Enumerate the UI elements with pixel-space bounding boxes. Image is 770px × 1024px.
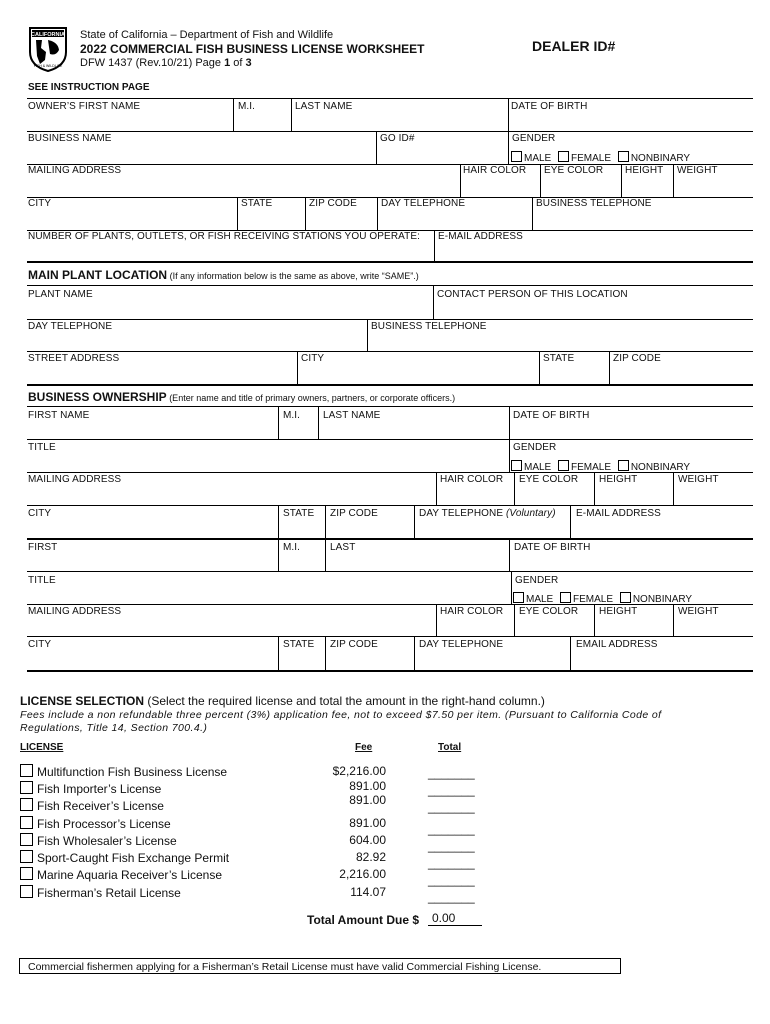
license-fee: 82.92 <box>355 850 386 864</box>
p1-hair[interactable]: HAIR COLOR <box>440 474 504 485</box>
p2-male-checkbox[interactable] <box>513 592 524 603</box>
p1-female-checkbox[interactable] <box>558 460 569 471</box>
license-total-field[interactable]: _______ <box>428 890 475 904</box>
p2-height[interactable]: HEIGHT <box>599 606 638 617</box>
owner-day-tel[interactable]: DAY TELEPHONE <box>381 198 466 209</box>
p1-zip[interactable]: ZIP CODE <box>330 508 378 519</box>
page-total: 3 <box>245 57 252 69</box>
form-number <box>80 57 252 69</box>
page-number: 1 <box>224 57 231 69</box>
p2-title[interactable]: TITLE <box>28 575 56 586</box>
p1-day-tel[interactable] <box>419 508 556 519</box>
license-row[interactable] <box>20 816 171 831</box>
total-amount-label: Total Amount Due $ <box>307 913 419 927</box>
main-plant-title: MAIN PLANT LOCATION <box>28 268 168 282</box>
plant-street[interactable]: STREET ADDRESS <box>28 353 120 364</box>
main-plant-heading <box>28 268 419 282</box>
owner-height[interactable]: HEIGHT <box>625 165 664 176</box>
owner-eye[interactable]: EYE COLOR <box>544 165 604 176</box>
p1-weight[interactable]: WEIGHT <box>678 474 719 485</box>
owner-biz-tel[interactable]: BUSINESS TELEPHONE <box>536 198 652 209</box>
p2-first[interactable]: FIRST <box>28 542 58 553</box>
p2-last[interactable]: LAST <box>330 542 356 553</box>
p2-male-label: MALE <box>526 594 554 605</box>
dealer-id-label: DEALER ID# <box>532 38 616 54</box>
total-amount-field[interactable]: 0.00 <box>428 911 482 926</box>
p1-email[interactable]: E-MAIL ADDRESS <box>576 508 661 519</box>
main-plant-note: (If any information below is the same as above, write “SAME”.) <box>167 271 419 281</box>
license-title-note: (Select the required license and total the amount in the right-hand column.) <box>144 694 545 708</box>
license-row[interactable] <box>20 764 227 779</box>
p2-day-tel[interactable]: DAY TELEPHONE <box>419 639 504 650</box>
p2-hair[interactable]: HAIR COLOR <box>440 606 504 617</box>
go-id[interactable]: GO ID# <box>380 133 415 144</box>
license-fee: $2,216.00 <box>332 764 386 778</box>
license-name: Fish Importer’s License <box>37 782 162 796</box>
svg-text:CALIFORNIA: CALIFORNIA <box>31 32 65 38</box>
license-checkbox[interactable] <box>20 833 33 846</box>
license-name: Multifunction Fish Business License <box>37 765 228 779</box>
plant-city[interactable]: CITY <box>301 353 325 364</box>
p2-city[interactable]: CITY <box>28 639 52 650</box>
ownership-heading <box>28 390 455 404</box>
p1-last[interactable]: LAST NAME <box>323 410 381 421</box>
plants-count[interactable]: NUMBER OF PLANTS, OUTLETS, OR FISH RECEIVING STATIONS YOU OPERATE: <box>28 231 421 242</box>
see-instruction: SEE INSTRUCTION PAGE <box>28 82 150 93</box>
owner-email[interactable]: E-MAIL ADDRESS <box>438 231 523 242</box>
license-fee: 114.07 <box>350 885 386 899</box>
license-name: Fish Wholesaler’s License <box>37 834 177 848</box>
nonbinary-checkbox[interactable] <box>618 151 629 162</box>
license-total-field[interactable]: _______ <box>428 800 475 814</box>
p2-nonbinary-label: NONBINARY <box>632 594 693 605</box>
owner-dob[interactable]: DATE OF BIRTH <box>511 101 588 112</box>
p2-zip[interactable]: ZIP CODE <box>330 639 378 650</box>
license-checkbox[interactable] <box>20 867 33 880</box>
form-rev: DFW 1437 (Rev.10/21) Page <box>80 57 225 69</box>
license-total-field[interactable]: _______ <box>428 873 475 887</box>
business-name[interactable]: BUSINESS NAME <box>28 133 112 144</box>
owner-mi[interactable]: M.I. <box>238 101 256 112</box>
p1-height[interactable]: HEIGHT <box>599 474 638 485</box>
agency-name: State of California – Department of Fish and Wildlife <box>80 29 334 41</box>
p1-male-checkbox[interactable] <box>511 460 522 471</box>
license-total-field[interactable]: _______ <box>428 839 475 853</box>
p1-nonbinary-label: NONBINARY <box>630 462 691 473</box>
license-fee: 891.00 <box>349 793 386 807</box>
cdfw-logo <box>28 26 68 72</box>
ownership-note: (Enter name and title of primary owners, partners, or corporate officers.) <box>166 393 456 403</box>
col-license: LICENSE <box>20 742 64 753</box>
ownership-title: BUSINESS OWNERSHIP <box>28 390 167 404</box>
license-checkbox[interactable] <box>20 885 33 898</box>
plant-name[interactable]: PLANT NAME <box>28 289 93 300</box>
p2-female-label: FEMALE <box>573 594 614 605</box>
p1-title[interactable]: TITLE <box>28 442 56 453</box>
owner-last-name[interactable]: LAST NAME <box>295 101 353 112</box>
license-checkbox[interactable] <box>20 764 33 777</box>
p1-male-label: MALE <box>524 462 552 473</box>
p1-nonbinary-checkbox[interactable] <box>618 460 629 471</box>
p2-state[interactable]: STATE <box>283 639 315 650</box>
p1-eye[interactable]: EYE COLOR <box>519 474 579 485</box>
license-name: Sport-Caught Fish Exchange Permit <box>37 851 230 865</box>
p1-day-tel-label: DAY TELEPHONE <box>419 508 506 519</box>
plant-zip[interactable]: ZIP CODE <box>613 353 661 364</box>
license-title: LICENSE SELECTION <box>20 694 145 708</box>
license-name: Fish Receiver’s License <box>37 799 164 813</box>
p2-nonbinary-checkbox[interactable] <box>620 592 631 603</box>
license-row[interactable] <box>20 798 164 813</box>
license-row[interactable] <box>20 885 181 900</box>
female-label: FEMALE <box>571 153 612 164</box>
license-heading <box>20 694 545 708</box>
license-name: Fisherman’s Retail License <box>37 886 181 900</box>
plant-biz-tel[interactable]: BUSINESS TELEPHONE <box>371 321 487 332</box>
fees-note: Fees include a non refundable three percent (3%) application fee, not to exceed $7.50 per item. (Pursuant to California Code of Regulations, Title 14, Section 700.4.) <box>20 709 662 734</box>
license-name: Marine Aquaria Receiver’s License <box>37 868 222 882</box>
footer-note: Commercial fishermen applying for a Fisherman’s Retail License must have valid Commercial Fishing License. <box>19 958 621 974</box>
p2-gender: GENDER <box>515 575 559 586</box>
plant-day-tel[interactable]: DAY TELEPHONE <box>28 321 113 332</box>
owner-mailing[interactable]: MAILING ADDRESS <box>28 165 122 176</box>
license-fee: 2,216.00 <box>339 867 386 881</box>
license-row[interactable] <box>20 781 161 796</box>
male-label: MALE <box>524 153 552 164</box>
male-checkbox[interactable] <box>511 151 522 162</box>
p2-eye[interactable]: EYE COLOR <box>519 606 579 617</box>
license-total-field[interactable]: _______ <box>428 856 475 870</box>
owner-first-name[interactable]: OWNER’S FIRST NAME <box>28 101 141 112</box>
license-checkbox[interactable] <box>20 798 33 811</box>
owner-zip[interactable]: ZIP CODE <box>309 198 357 209</box>
license-total-field[interactable]: _______ <box>428 766 475 780</box>
nonbinary-label: NONBINARY <box>630 153 691 164</box>
form-title: 2022 COMMERCIAL FISH BUSINESS LICENSE WORKSHEET <box>80 42 425 56</box>
license-fee: 891.00 <box>349 816 386 830</box>
license-row[interactable] <box>20 833 177 848</box>
p2-mailing[interactable]: MAILING ADDRESS <box>28 606 122 617</box>
p1-mi[interactable]: M.I. <box>283 410 301 421</box>
p2-mi[interactable]: M.I. <box>283 542 301 553</box>
owner-gender-options <box>511 151 694 164</box>
license-fee: 891.00 <box>349 779 386 793</box>
p1-mailing[interactable]: MAILING ADDRESS <box>28 474 122 485</box>
p1-city[interactable]: CITY <box>28 508 52 519</box>
contact-person[interactable]: CONTACT PERSON OF THIS LOCATION <box>437 289 628 300</box>
license-fee: 604.00 <box>349 833 386 847</box>
license-total-field[interactable]: _______ <box>428 822 475 836</box>
female-checkbox[interactable] <box>558 151 569 162</box>
owner-hair[interactable]: HAIR COLOR <box>463 165 527 176</box>
owner-weight[interactable]: WEIGHT <box>677 165 718 176</box>
p2-female-checkbox[interactable] <box>560 592 571 603</box>
license-row[interactable] <box>20 867 222 882</box>
p1-first[interactable]: FIRST NAME <box>28 410 90 421</box>
p2-dob[interactable]: DATE OF BIRTH <box>514 542 591 553</box>
p1-dob[interactable]: DATE OF BIRTH <box>513 410 590 421</box>
owner-gender: GENDER <box>512 133 556 144</box>
p1-gender: GENDER <box>513 442 557 453</box>
p1-female-label: FEMALE <box>571 462 612 473</box>
owner-city[interactable]: CITY <box>28 198 52 209</box>
license-row[interactable] <box>20 850 229 865</box>
license-checkbox[interactable] <box>20 781 33 794</box>
p1-state[interactable]: STATE <box>283 508 315 519</box>
page-of: of <box>230 57 246 69</box>
p2-email[interactable]: EMAIL ADDRESS <box>576 639 658 650</box>
p1-day-tel-note: (Voluntary) <box>506 508 556 519</box>
license-checkbox[interactable] <box>20 816 33 829</box>
col-fee: Fee <box>355 742 373 753</box>
p2-weight[interactable]: WEIGHT <box>678 606 719 617</box>
license-name: Fish Processor’s License <box>37 817 171 831</box>
license-total-field[interactable]: _______ <box>428 783 475 797</box>
owner-state[interactable]: STATE <box>241 198 273 209</box>
col-total: Total <box>438 742 462 753</box>
license-checkbox[interactable] <box>20 850 33 863</box>
plant-state[interactable]: STATE <box>543 353 575 364</box>
svg-text:FISH & WILDLIFE: FISH & WILDLIFE <box>33 64 63 68</box>
